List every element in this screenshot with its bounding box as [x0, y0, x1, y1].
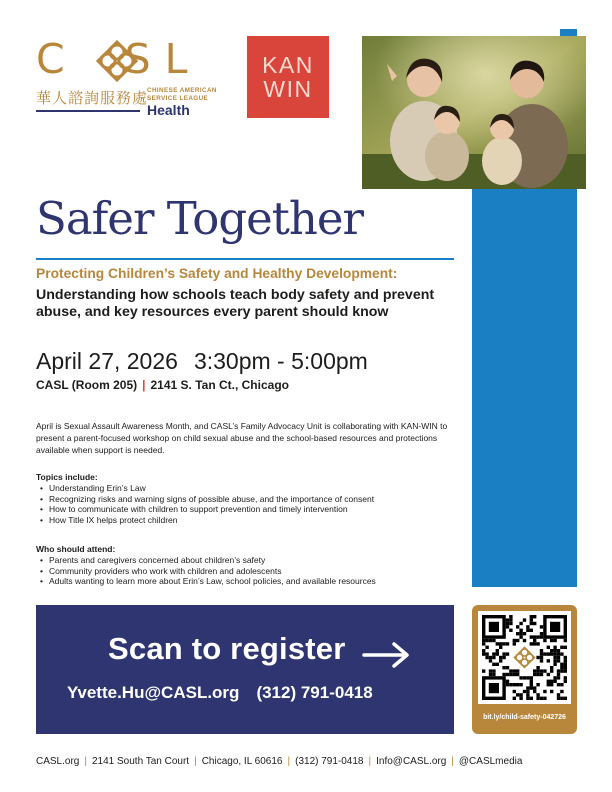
list-item: • Understanding Erin’s Law	[36, 483, 472, 494]
event-time: 3:30pm - 5:00pm	[193, 348, 368, 374]
casl-health-logo	[36, 36, 221, 122]
scan-to-register-label: Scan to register	[108, 631, 346, 666]
footer: CASL.org | 2141 South Tan Court | Chicago, IL 60616 | (312) 791-0418 | Info@CASL.org | @CASLmedia	[36, 756, 523, 767]
title-divider	[36, 258, 454, 260]
register-panel	[36, 605, 454, 734]
casl-wordmark: C SL	[36, 35, 202, 83]
kanwin-logo	[247, 36, 329, 118]
list-item: • Recognizing risks and warning signs of possible abuse, and the importance of consent	[36, 494, 472, 505]
logo-divider	[36, 110, 140, 112]
accent-bar-cap	[560, 29, 577, 36]
footer-social-handle[interactable]: @CASLmedia	[458, 756, 523, 767]
list-item: • Adults wanting to learn more about Erin’s Law, school policies, and available resources	[36, 576, 472, 587]
family-photo	[362, 36, 586, 189]
audience-section	[36, 544, 472, 587]
contact-email-link[interactable]: Yvette.Hu@CASL.org	[67, 683, 240, 702]
footer-email-link[interactable]: Info@CASL.org	[376, 756, 447, 767]
list-item: • How to communicate with children to support prevention and timely intervention	[36, 504, 472, 515]
qr-code[interactable]	[478, 611, 571, 704]
footer-website-link[interactable]: CASL.org	[36, 756, 80, 767]
topics-section	[36, 472, 472, 525]
footer-street: 2141 South Tan Court	[91, 756, 190, 767]
intro-paragraph: April is Sexual Assault Awareness Month, and CASL’s Family Advocacy Unit is collaborating with KAN-WIN to present a parent-focused workshop on child sexual abuse and the school-based resources and protections available when support is needed.	[36, 421, 448, 455]
topics-heading: Topics include:	[36, 472, 98, 482]
qr-code-card	[472, 605, 577, 734]
subtitle-description: Understanding how schools teach body safety and prevent abuse, and key resources every parent should know	[36, 287, 435, 320]
list-item: • Community providers who work with children and adolescents	[36, 566, 472, 577]
kanwin-logo-line-1: KAN	[262, 52, 314, 78]
accent-bar	[472, 189, 577, 587]
event-date: April 27, 2026	[36, 348, 178, 374]
casl-chinese-name: 華人諮詢服務處	[36, 90, 149, 107]
event-address: 2141 S. Tan Ct., Chicago	[150, 378, 289, 392]
contact-phone[interactable]: (312) 791-0418	[256, 683, 373, 702]
qr-short-url[interactable]: bit.ly/child-safety-042726	[483, 714, 566, 721]
event-datetime	[36, 348, 368, 375]
casl-english-name: CHINESE AMERICAN SERVICE LEAGUE	[147, 87, 217, 102]
subtitle-heading: Protecting Children’s Safety and Healthy Development:	[36, 266, 398, 281]
footer-city: Chicago, IL 60616	[201, 756, 283, 767]
kanwin-logo-line-2: WIN	[263, 76, 313, 102]
list-item: • Parents and caregivers concerned about children’s safety	[36, 555, 472, 566]
arrow-right-icon	[362, 642, 410, 668]
page-title: Safer Together	[36, 192, 364, 245]
event-location: CASL (Room 205) | 2141 S. Tan Ct., Chicago	[36, 378, 289, 392]
event-venue: CASL (Room 205)	[36, 378, 138, 392]
audience-heading: Who should attend:	[36, 544, 116, 554]
casl-health-label: Health	[147, 102, 190, 118]
footer-phone[interactable]: (312) 791-0418	[295, 756, 364, 767]
casl-emblem-icon	[94, 38, 140, 84]
list-item: • How Title IX helps protect children	[36, 515, 472, 526]
